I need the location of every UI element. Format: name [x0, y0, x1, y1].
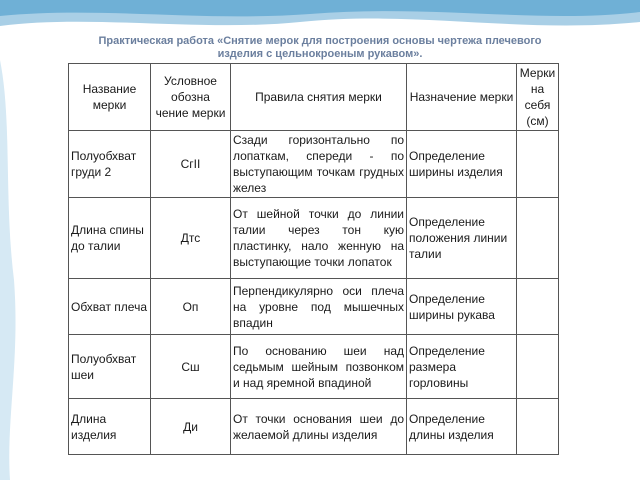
cell-name: Длина спины до талии	[69, 198, 151, 279]
cell-rules: От шейной точки до линии талии через тон кую пластинку, нало женную на выступающие точки лопаток	[231, 198, 407, 279]
title-line-2: изделия с цельнокроеным рукавом».	[217, 48, 423, 60]
cell-self[interactable]	[517, 131, 559, 198]
measurements-table	[68, 63, 559, 455]
cell-symbol: Сш	[151, 335, 231, 399]
cell-rules: Сзади горизонтально по лопаткам, спереди - по выступающим точкам грудных желез	[231, 131, 407, 198]
table-row	[69, 399, 559, 455]
cell-name: Обхват плеча	[69, 279, 151, 335]
cell-purpose: Определение размера горловины	[407, 335, 517, 399]
cell-self[interactable]	[517, 399, 559, 455]
cell-purpose: Определение ширины рукава	[407, 279, 517, 335]
cell-name: Полуобхват груди 2	[69, 131, 151, 198]
page-title	[40, 35, 600, 61]
cell-purpose: Определение положения линии талии	[407, 198, 517, 279]
table-row	[69, 335, 559, 399]
cell-purpose: Определение ширины изделия	[407, 131, 517, 198]
header-symbol: Условное обозна чение мерки	[151, 64, 231, 131]
cell-name: Полуобхват шеи	[69, 335, 151, 399]
cell-symbol: Оп	[151, 279, 231, 335]
table-row	[69, 198, 559, 279]
cell-symbol: Ди	[151, 399, 231, 455]
cell-purpose: Определение длины изделия	[407, 399, 517, 455]
cell-symbol: Дтс	[151, 198, 231, 279]
header-purpose: Назначение мерки	[407, 64, 517, 131]
table-header-row	[69, 64, 559, 131]
header-rules: Правила снятия мерки	[231, 64, 407, 131]
decorative-wave-left	[0, 60, 20, 480]
table-row	[69, 279, 559, 335]
cell-self[interactable]	[517, 198, 559, 279]
cell-name: Длина изделия	[69, 399, 151, 455]
decorative-wave-top	[0, 0, 640, 40]
cell-rules: Перпендикулярно оси плеча на уровне под мышечных впадин	[231, 279, 407, 335]
cell-rules: По основанию шеи над седьмым шейным позвонком и над яремной впадиной	[231, 335, 407, 399]
title-line-1: Практическая работа «Снятие мерок для построения основы чертежа плечевого	[98, 35, 542, 47]
header-name: Название мерки	[69, 64, 151, 131]
cell-symbol: СгII	[151, 131, 231, 198]
header-self: Мерки на себя (см)	[517, 64, 559, 131]
table-row	[69, 131, 559, 198]
cell-self[interactable]	[517, 279, 559, 335]
cell-self[interactable]	[517, 335, 559, 399]
cell-rules: От точки основания шеи до желаемой длины изделия	[231, 399, 407, 455]
